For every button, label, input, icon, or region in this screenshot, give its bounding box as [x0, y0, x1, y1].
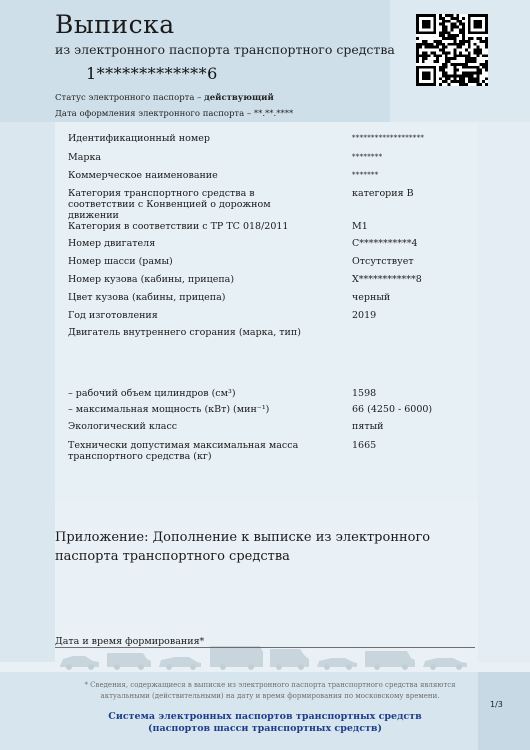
row-displacement	[68, 388, 468, 400]
qr-code-icon	[416, 14, 488, 86]
row-value: 2019	[352, 310, 377, 321]
row-value: ********	[352, 153, 383, 161]
row-manufacture-year	[68, 310, 468, 322]
row-max-power	[68, 404, 468, 416]
row-make	[68, 152, 468, 164]
row-label: Идентификационный номер	[68, 133, 210, 144]
row-label: Марка	[68, 152, 102, 163]
row-label: Цвет кузова (кабины, прицепа)	[68, 292, 226, 303]
row-eco-class	[68, 421, 468, 433]
row-value: 1665	[352, 440, 377, 451]
status-label: Статус электронного паспорта –	[55, 93, 202, 103]
row-label: Категория транспортного средства в соответствии с Конвенцией о дорожном движении	[68, 188, 271, 221]
appendix-title: Приложение: Дополнение к выписке из электронного паспорта транспортного средства	[55, 530, 431, 564]
status-value: действующий	[204, 93, 274, 103]
row-engine-number	[68, 238, 468, 250]
left-margin-band	[0, 122, 55, 662]
row-value: *******	[352, 171, 379, 179]
page-number: 1/3	[490, 700, 503, 709]
document-title: Выписка	[55, 10, 175, 39]
date-value: **.**.****	[253, 109, 294, 119]
row-label: – максимальная мощность (кВт) (мин⁻¹)	[68, 404, 270, 415]
row-label: Номер шасси (рамы)	[68, 256, 173, 267]
row-value: 1598	[352, 388, 377, 399]
right-margin-band	[478, 122, 530, 662]
row-body-number	[68, 274, 468, 286]
row-value: *******************	[352, 134, 425, 142]
row-label: Коммерческое наименование	[68, 170, 218, 181]
row-label: Год изготовления	[68, 310, 158, 321]
document-subtitle: из электронного паспорта транспортного средства	[55, 42, 395, 57]
row-engine-type	[68, 327, 468, 339]
row-chassis-number	[68, 256, 468, 268]
passport-number: 1*************6	[86, 64, 218, 83]
row-value: черный	[352, 292, 391, 303]
row-label: Экологический класс	[68, 421, 178, 432]
row-tr-category	[68, 221, 468, 233]
generated-datetime-line	[55, 647, 475, 648]
row-value: Отсутствует	[352, 256, 414, 267]
generated-datetime-label: Дата и время формирования*	[55, 636, 205, 647]
row-body-color	[68, 292, 468, 304]
row-convention-category	[68, 188, 468, 222]
passport-status	[55, 93, 274, 103]
row-value: M1	[352, 221, 368, 232]
system-name-line-1: Система электронных паспортов транспортных средств	[108, 711, 422, 722]
system-name-line-2: (паспортов шасси транспортных средств)	[148, 723, 382, 734]
row-value: 66 (4250 - 6000)	[352, 404, 433, 415]
row-value: X************8	[352, 274, 422, 285]
date-label: Дата оформления электронного паспорта –	[55, 109, 252, 119]
row-label: Технически допустимая максимальная масса транспортного средства (кг)	[68, 440, 299, 462]
row-label: Двигатель внутреннего сгорания (марка, тип)	[68, 327, 301, 338]
row-label: Номер кузова (кабины, прицепа)	[68, 274, 235, 285]
row-label: Номер двигателя	[68, 238, 156, 249]
row-value: C***********4	[352, 238, 418, 249]
row-value: категория B	[352, 188, 414, 199]
issue-date	[55, 109, 293, 119]
row-label: – рабочий объем цилиндров (см³)	[68, 388, 236, 399]
row-max-mass	[68, 440, 468, 464]
system-name	[100, 711, 430, 735]
row-label: Категория в соответствии с ТР ТС 018/2011	[68, 221, 289, 232]
row-commercial-name	[68, 170, 468, 182]
footer-corner-band	[478, 672, 530, 750]
row-vin	[68, 133, 468, 145]
row-value: пятый	[352, 421, 384, 432]
footnote: * Сведения, содержащиеся в выписке из электронного паспорта транспортного средства являются актуальными (действительными) на дату и время формирования по московскому времени.	[84, 681, 456, 700]
